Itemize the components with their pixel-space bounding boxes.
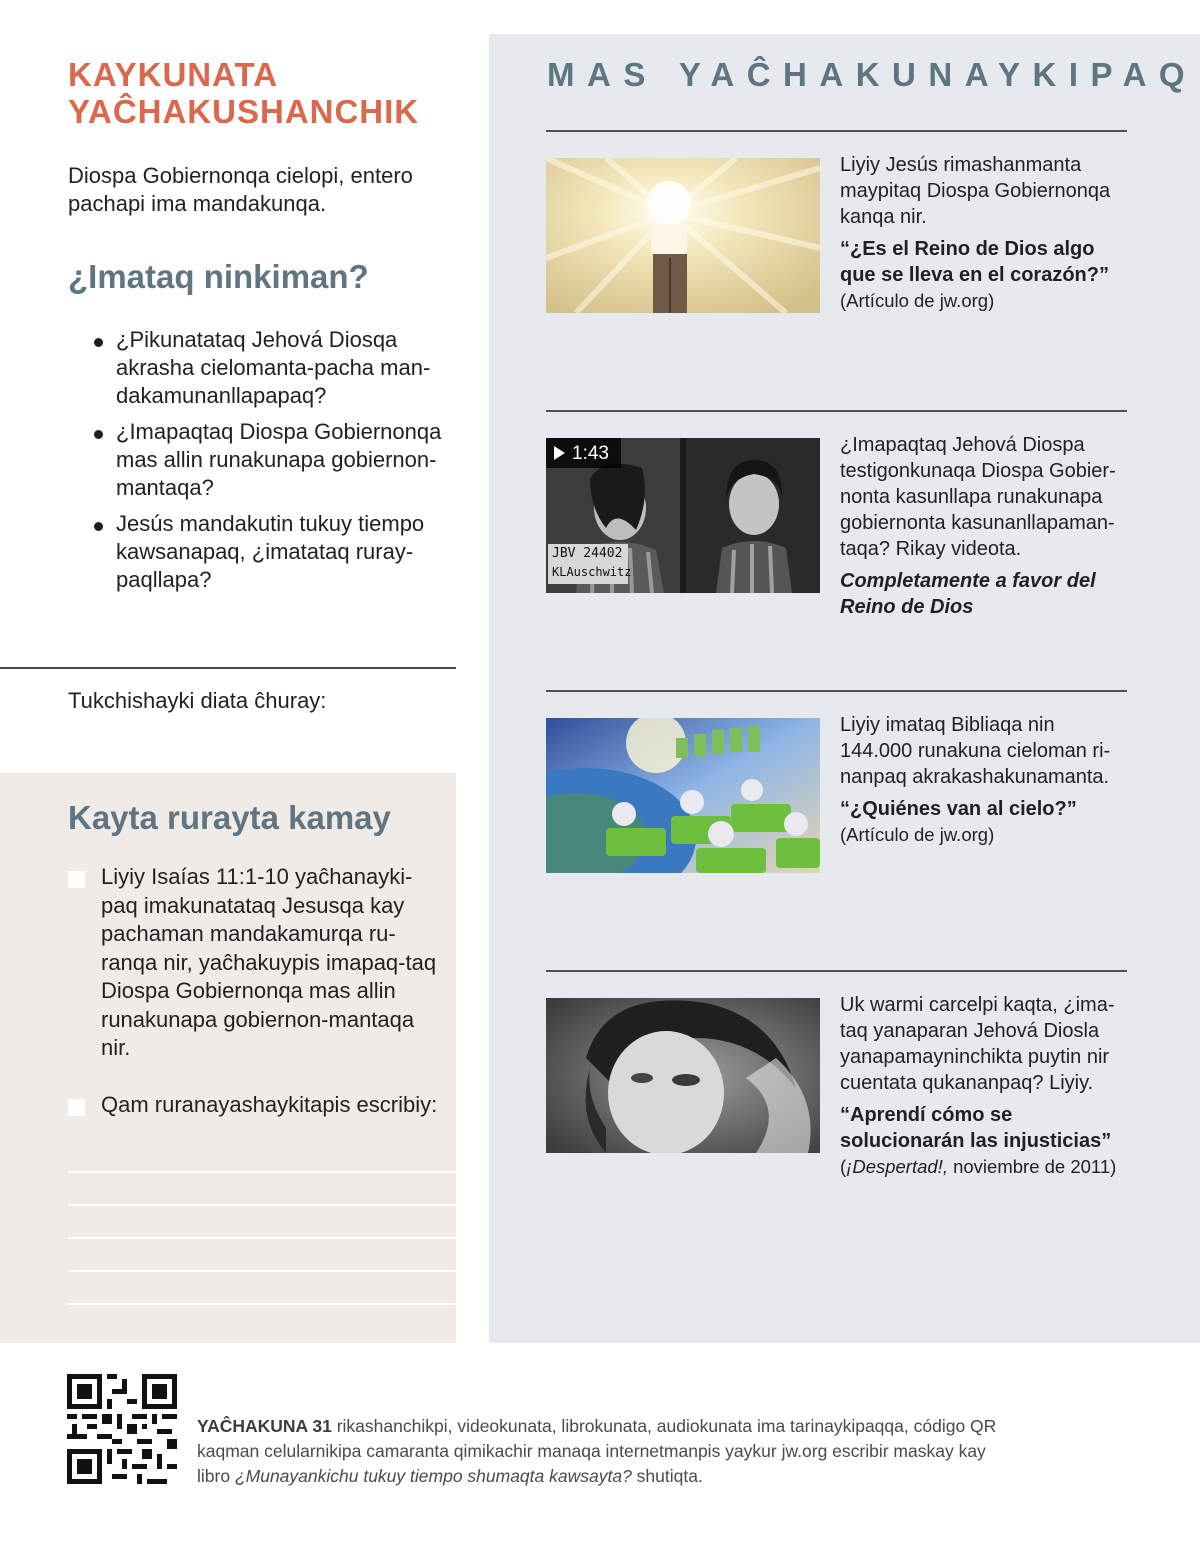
heavenly-throne-image[interactable] <box>546 718 820 873</box>
question-item <box>94 418 456 502</box>
writing-line <box>68 1270 456 1272</box>
bullet-icon <box>94 522 103 531</box>
video-duration-badge[interactable]: 1:43 <box>546 438 621 468</box>
glowing-man-image[interactable] <box>546 158 820 313</box>
divider <box>546 690 1127 692</box>
photo-sign-place: KLAuschwitz <box>552 565 632 579</box>
photo-sign-number: JBV 24402 <box>552 546 623 561</box>
writing-lines[interactable] <box>68 1171 456 1336</box>
resource-title-link[interactable]: “¿Es el Reino de Dios algo que se lleva en el corazón?” <box>840 238 1109 286</box>
task-text: Liyiy Isaías 11:1-10 yaĉhanayki-paq imakunatataq Jesusqa kay pachaman mandakamurqa ru-ranqa nir, yaĉhakuypis imapaq-taq Diospa Gobiernonqa mas allin runakunapa gobiernon-mantaqa nir. <box>101 864 437 1060</box>
task-title: Kayta rurayta kamay <box>68 799 391 836</box>
video-title-link[interactable]: Completamente a favor del Reino de Dios <box>840 570 1096 618</box>
bullet-icon <box>94 430 103 439</box>
question-text: ¿Pikunatataq Jehová Diosqa akrasha cielomanta-pacha man-dakamunanllapapaq? <box>116 327 431 408</box>
divider <box>546 410 1127 412</box>
footer-book-title: ¿Munayankichu tukuy tiempo shumaqta kawsayta? <box>234 1466 632 1486</box>
resource-source: (Artículo de jw.org) <box>840 824 995 845</box>
more-info-title: MAS YAĈHAKUNAYKIPAQ <box>547 56 1198 93</box>
resource-title-link[interactable]: “¿Quiénes van al cielo?” <box>840 798 1077 820</box>
task-box <box>0 773 456 1343</box>
task-item <box>68 1091 438 1120</box>
more-info-panel <box>489 34 1200 1343</box>
left-column <box>0 0 456 1343</box>
source-date: noviembre de 2011) <box>947 1156 1117 1177</box>
prison-photo-image[interactable] <box>546 438 820 593</box>
woman-portrait-image[interactable] <box>546 998 820 1153</box>
resource-description: Uk warmi carcelpi kaqta, ¿ima-taq yanaparan Jehová Diosla yanapamayninchikta puytin nir cuentata qukananpaq? Liyiy. <box>840 994 1115 1094</box>
resource-description: ¿Imapaqtaq Jehová Diospa testigonkunaqa Diospa Gobier-nonta kasunllapa runakunapa gobiernonta kasunanllapaman-taqa? Rikay videota. <box>840 434 1116 560</box>
questions-list <box>94 326 456 602</box>
writing-line <box>68 1237 456 1239</box>
writing-line <box>68 1171 456 1173</box>
resource-description: Liyiy Jesús rimashanmanta maypitaq Diospa Gobiernonqa kanqa nir. <box>840 154 1111 228</box>
question-item <box>94 326 456 410</box>
question-text: ¿Imapaqtaq Diospa Gobiernonqa mas allin runakunapa gobiernon-mantaqa? <box>116 419 442 500</box>
review-summary: Diospa Gobiernonqa cielopi, entero pachapi ima mandakunqa. <box>68 163 413 216</box>
resource-description: Liyiy imataq Bibliaqa nin 144.000 runakuna cieloman ri-nanpaq akrakashakunamanta. <box>840 714 1111 788</box>
bullet-icon <box>94 338 103 347</box>
writing-line <box>68 1204 456 1206</box>
resource-source: (Artículo de jw.org) <box>840 290 995 311</box>
checkbox[interactable] <box>68 1099 85 1116</box>
divider <box>546 970 1127 972</box>
task-text: Qam ruranayashaykitapis escribiy: <box>101 1092 438 1117</box>
resource-source: (¡Despertad!, noviembre de 2011) <box>840 1156 1117 1177</box>
qr-code-icon[interactable] <box>67 1374 177 1484</box>
questions-title: ¿Imataq ninkiman? <box>68 258 369 295</box>
footer-lesson-ref: YAĈHAKUNA 31 <box>197 1416 332 1436</box>
question-item <box>94 510 456 594</box>
resource-title-link[interactable]: “Aprendí cómo se solucionarán las injusticias” <box>840 1104 1112 1152</box>
checkbox[interactable] <box>68 871 85 888</box>
date-label: Tukchishayki diata ĉhuray: <box>68 688 327 713</box>
play-icon <box>554 446 565 460</box>
question-text: Jesús mandakutin tukuy tiempo kawsanapaq, ¿imatataq ruray-paqllapa? <box>116 511 425 592</box>
divider <box>546 130 1127 132</box>
writing-line <box>68 1303 456 1305</box>
divider <box>0 667 456 669</box>
source-publication: ¡Despertad!, <box>846 1156 948 1177</box>
review-title: KAYKUNATA YAĈHAKUSHANCHIK <box>68 56 420 130</box>
footer-note: YAĈHAKUNA 31 rikashanchikpi, videokunata, librokunata, audiokunata ima tarinaykipaqqa, código QR kaqman celularnikipa camaranta qimikachir manaqa internetmanpis yaykur jw.org escribir maskay kay libro ¿Munayankichu tukuy tiempo shumaqta kawsayta? shutiqta. <box>197 1416 997 1486</box>
task-item <box>68 863 438 1063</box>
